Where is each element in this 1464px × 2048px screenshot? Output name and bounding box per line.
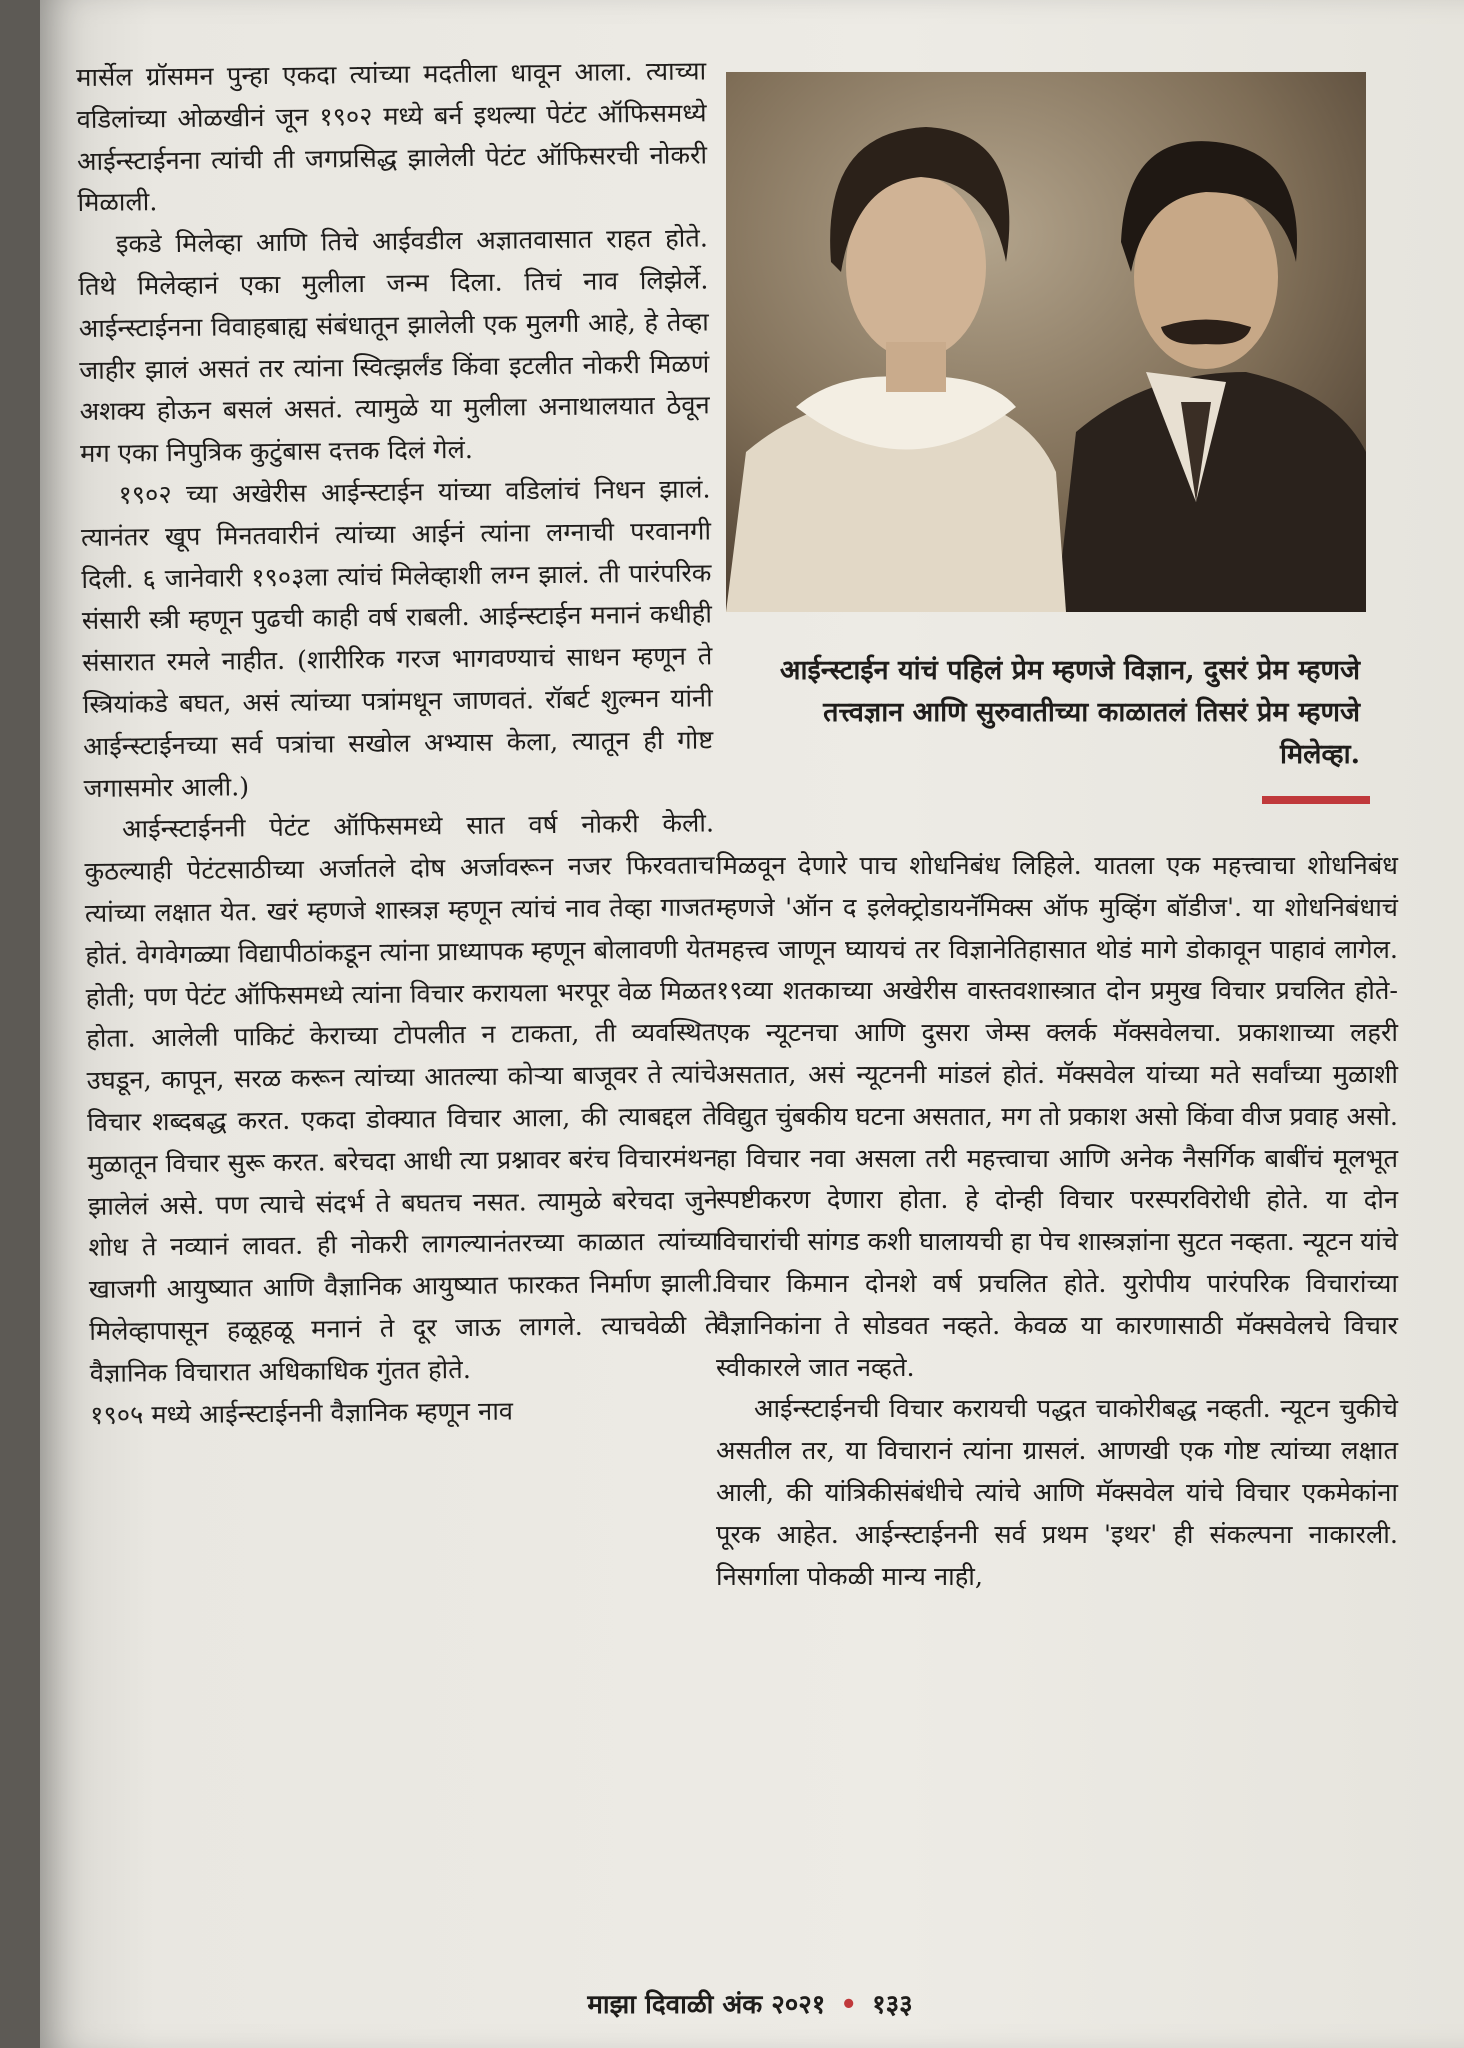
magazine-page [40,0,1464,2048]
right-column [716,846,1398,1598]
footer-separator: • [840,1990,858,2020]
paragraph: आईन्स्टाईननी पेटंट ऑफिसमध्ये सात वर्ष नोकरी केली. कुठल्याही पेटंटसाठीच्या अर्जातले दोष अर्जावरून नजर फिरवताच त्यांच्या लक्षात येत. खरं म्हणजे शास्त्रज्ञ म्हणून त्यांचं नाव तेव्हा गाजत होतं. वेगवेगळ्या विद्यापीठांकडून त्यांना प्राध्यापक म्हणून बोलावणी येत होती; पण पेटंट ऑफिसमध्ये त्यांना विचार करायला भरपूर वेळ मिळत होता. आलेली पाकिटं केराच्या टोपलीत न टाकता, ती व्यवस्थित उघडून, कापून, सरळ करून त्यांच्या आतल्या कोऱ्या बाजूवर ते त्यांचे विचार शब्दबद्ध करत. एकदा डोक्यात विचार आला, की त्याबद्दल ते मुळातून विचार सुरू करत. बरेचदा आधी त्या प्रश्नावर बरंच विचारमंथन झालेलं असे. पण त्याचे संदर्भ ते बघतच नसत. त्यामुळे बरेचदा जुने शोध ते नव्यानं लावत. ही नोकरी लागल्यानंतरच्या काळात त्यांच्या खाजगी आयुष्यात आणि वैज्ञानिक आयुष्यात फारकत निर्माण झाली. मिलेव्हापासून हळूहळू मनानं ते दूर जाऊ लागले. त्याचवेळी ते वैज्ञानिक विचारात अधिकाधिक गुंतत होते. [84,808,720,1389]
paragraph: मिळवून देणारे पाच शोधनिबंध लिहिले. यातला एक महत्त्वाचा शोधनिबंध म्हणजे 'ऑन द इलेक्ट्रोडायनॅमिक्स ऑफ मुव्हिंग बॉडीज'. या शोधनिबंधाचं महत्त्व जाणून घ्यायचं तर विज्ञानेतिहासात थोडं मागे डोकावून पाहावं लागेल. १९व्या शतकाच्या अखेरीस वास्तवशास्त्रात दोन प्रमुख विचार प्रचलित होते- एक न्यूटनचा आणि दुसरा जेम्स क्लर्क मॅक्सवेलचा. प्रकाशाच्या लहरी असतात, असं न्यूटननी मांडलं होतं. मॅक्सवेल यांच्या मते सर्वांच्या मुळाशी विद्युत चुंबकीय घटना असतात, मग तो प्रकाश असो किंवा वीज प्रवाह असो. हा विचार नवा असला तरी महत्त्वाचा आणि अनेक नैसर्गिक बाबींचं मूलभूत स्पष्टीकरण देणारा होता. हे दोन्ही विचार परस्परविरोधी होते. या दोन विचारांची सांगड कशी घालायची हा पेच शास्त्रज्ञांना सुटत नव्हता. न्यूटन यांचे विचार किमान दोनशे वर्ष प्रचलित होते. युरोपीय पारंपरिक विचारांच्या वैज्ञानिकांना ते सोडवत नव्हते. केवळ या कारणासाठी मॅक्सवेलचे विचार स्वीकारले जात नव्हते. [716,851,1398,1383]
page-footer [400,1985,1100,2021]
magazine-title: माझा दिवाळी अंक २०२१ [587,1990,826,2020]
portrait-illustration [726,72,1366,612]
einstein-mileva-photo [726,72,1366,612]
caption-accent-bar [1262,796,1370,804]
paragraph: आईन्स्टाईनची विचार करायची पद्धत चाकोरीबद्ध नव्हती. न्यूटन चुकीचे असतील तर, या विचारानं त्यांना ग्रासलं. आणखी एक गोष्ट त्यांच्या लक्षात आली, की यांत्रिकीसंबंधीचे त्यांचे आणि मॅक्सवेल यांचे विचार एकमेकांना पूरक आहेत. आईन्स्टाईननी सर्व प्रथम 'इथर' ही संकल्पना नाकारली. निसर्गाला पोकळी मान्य नाही, [716,1394,1398,1592]
paragraph: १९०२ च्या अखेरीस आईन्स्टाईन यांच्या वडिलांचं निधन झालं. त्यानंतर खूप मिनतवारीनं त्यांच्या आईनं त्यांना लग्नाची परवानगी दिली. ६ जानेवारी १९०३ला त्यांचं मिलेव्हाशी लग्न झालं. ती पारंपरिक संसारी स्त्री म्हणून पुढची काही वर्ष राबली. आईन्स्टाईन मनानं कधीही संसारात रमले नाहीत. (शारीरिक गरज भागवण्याचं साधन म्हणून ते स्त्रियांकडे बघत, असं त्यांच्या पत्रांमधून जाणवतं. रॉबर्ट शुल्मन यांनी आईन्स्टाईनच्या सर्व पत्रांचा सखोल अभ्यास केला, त्यातून ही गोष्ट जगासमोर आली.) [80,474,714,804]
page-number: १३३ [872,1990,913,2020]
paragraph: इकडे मिलेव्हा आणि तिचे आईवडील अज्ञातवासात राहत होते. तिथे मिलेव्हानं एका मुलीला जन्म दिला. तिचं नाव लिझेर्ले. आईन्स्टाईनना विवाहबाह्य संबंधातून झालेली एक मुलगी आहे, हे तेव्हा जाहीर झालं असतं तर त्यांना स्वित्झर्लंड किंवा इटलीत नोकरी मिळणं अशक्य होऊन बसलं असतं. त्यामुळे या मुलीला अनाथालयात ठेवून मग एका निपुत्रिक कुटुंबास दत्तक दिलं गेलं. [78,223,710,470]
paragraph: मार्सेल ग्रॉसमन पुन्हा एकदा त्यांच्या मदतीला धावून आला. त्याच्या वडिलांच्या ओळखीनं जून १९०२ मध्ये बर्न इथल्या पेटंट ऑफिसमध्ये आईन्स्टाईनना त्यांची ती जगप्रसिद्ध झालेली पेटंट ऑफिसरची नोकरी मिळाली. [76,56,708,219]
paragraph: १९०५ मध्ये आईन्स्टाईननी वैज्ञानिक म्हणून नाव [90,1395,514,1431]
left-column [76,51,720,1437]
photo-caption: आईन्स्टाईन यांचं पहिलं प्रेम म्हणजे विज्ञान, दुसरं प्रेम म्हणजे तत्त्वज्ञान आणि सुरुवातीच्या काळातलं तिसरं प्रेम म्हणजे मिलेव्हा. [779,655,1360,770]
